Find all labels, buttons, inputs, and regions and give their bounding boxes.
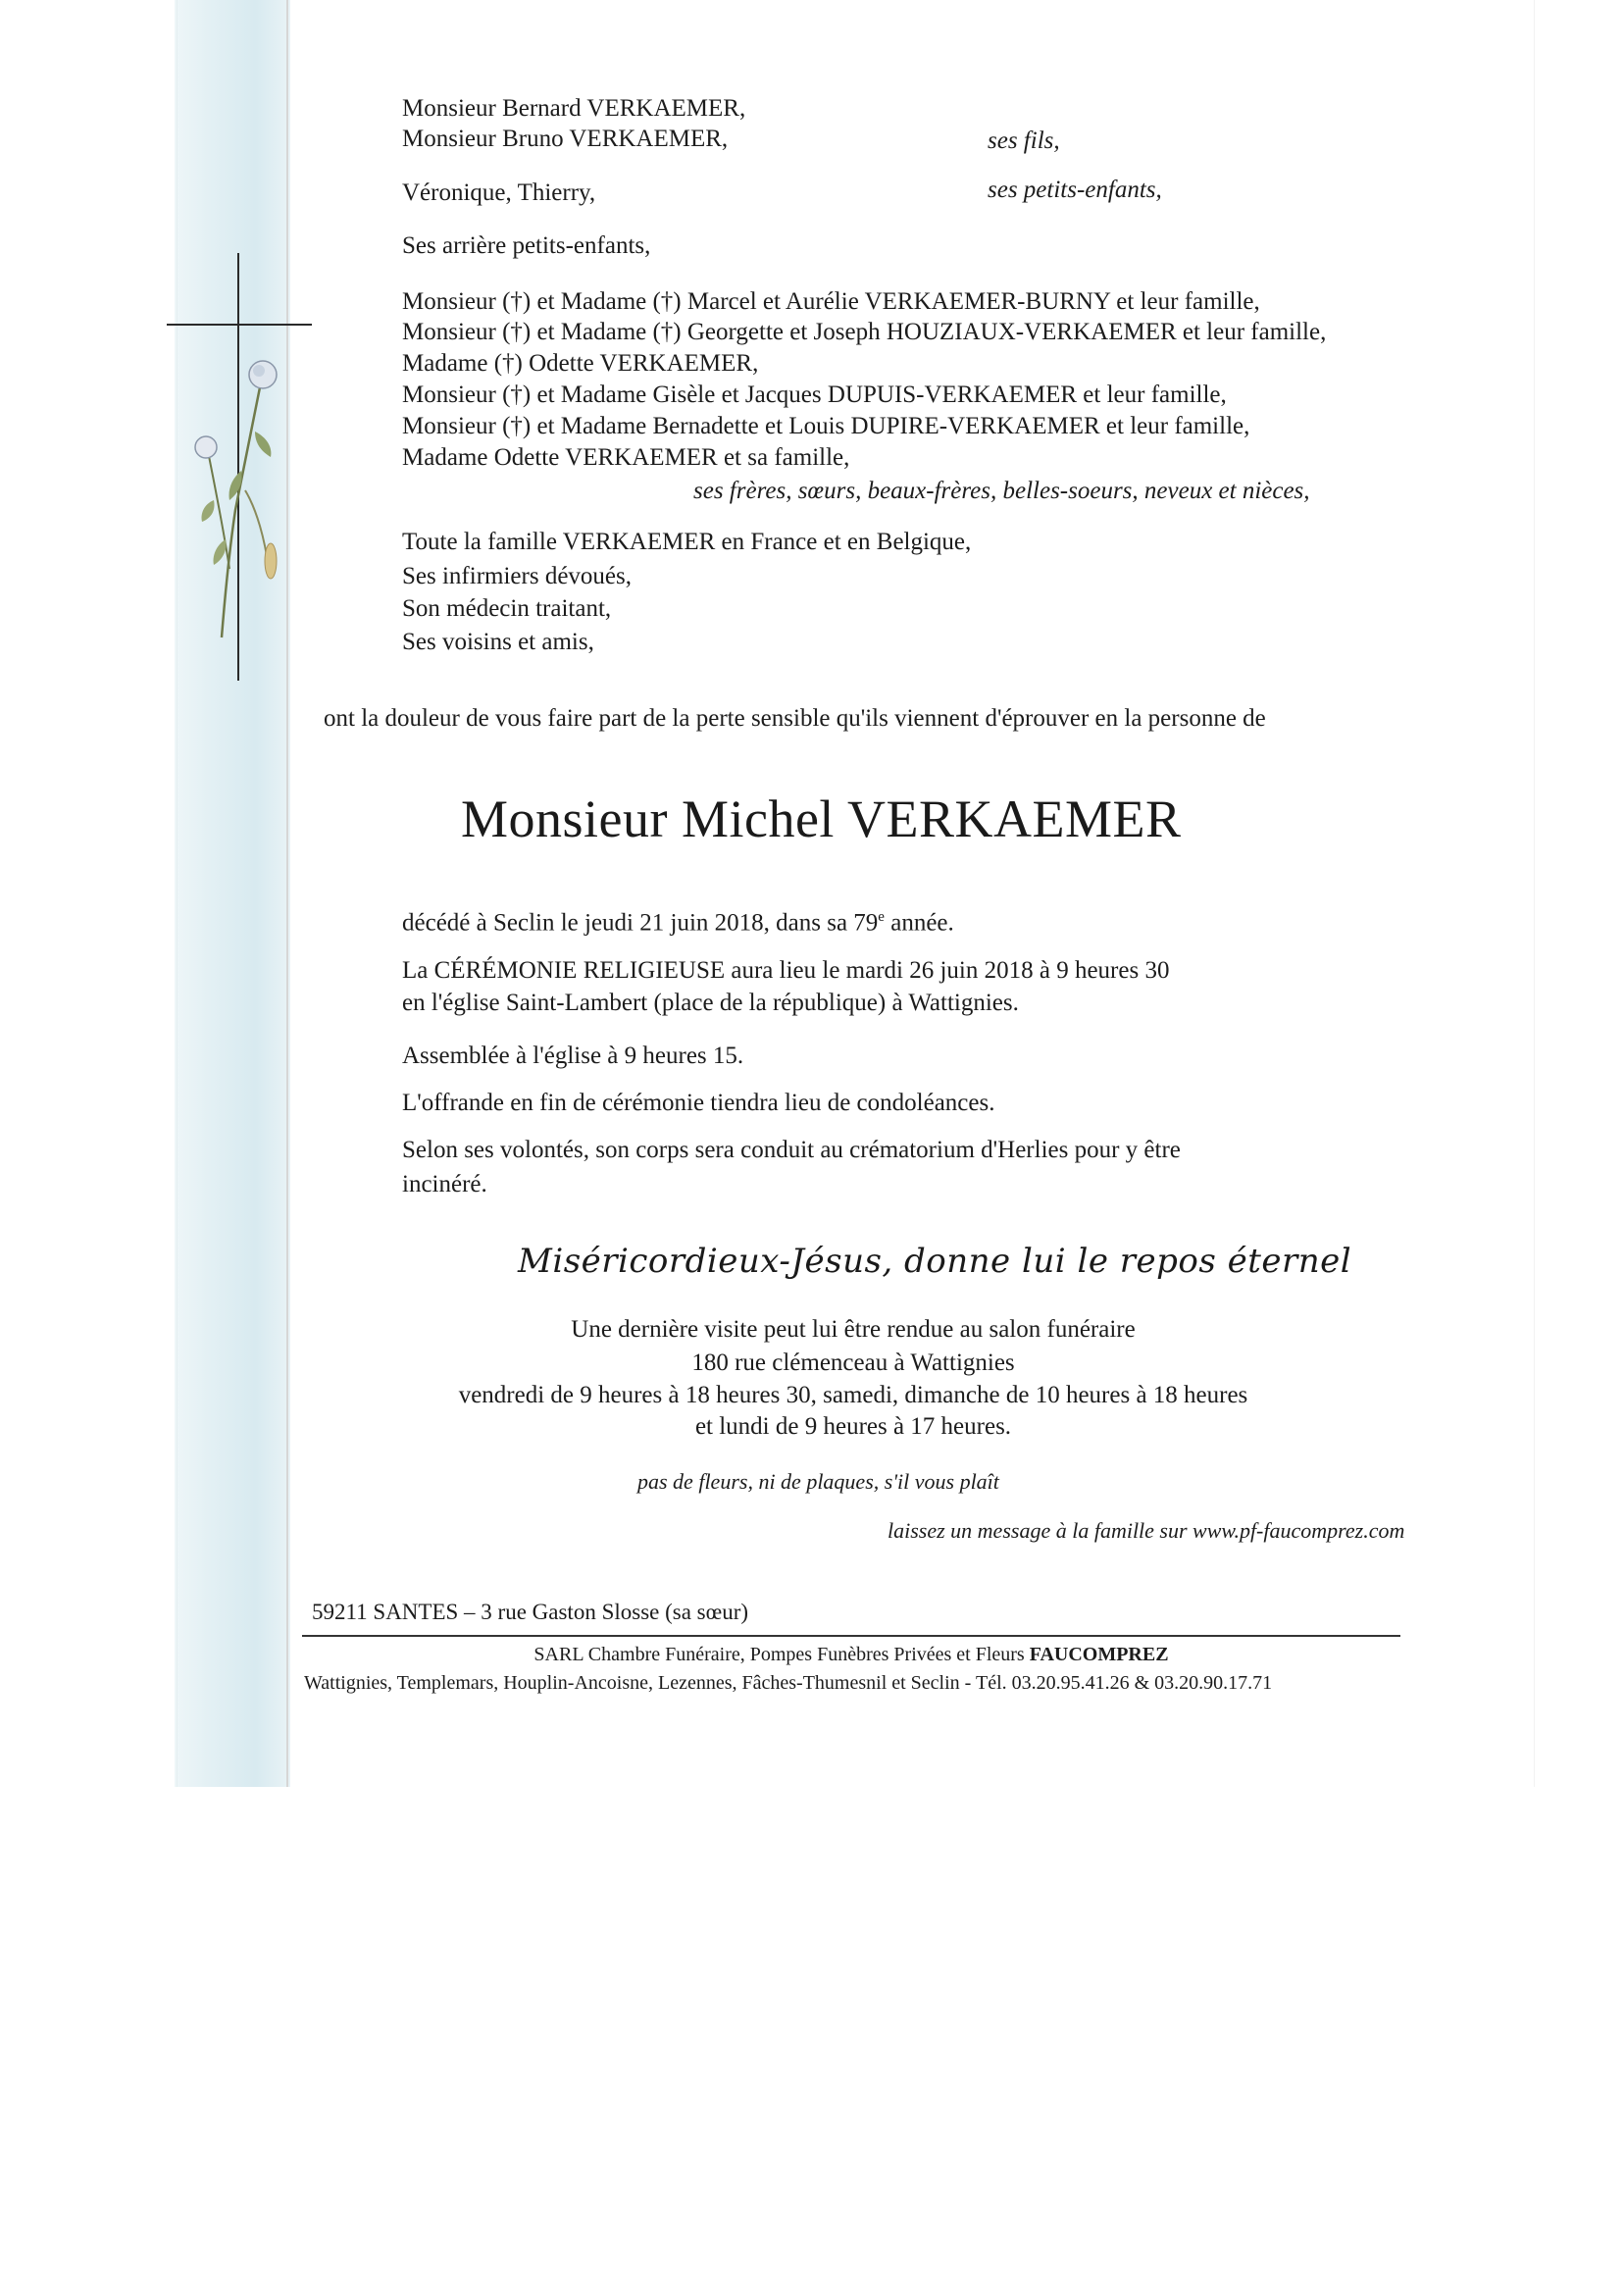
grandchildren-role: ses petits-enfants, [988,177,1162,203]
son-name-1: Monsieur Bernard VERKAEMER, [402,95,746,122]
son-name-2: Monsieur Bruno VERKAEMER, [402,126,729,152]
visit-line-1: Une dernière visite peut lui être rendue au salon funéraire [571,1316,1136,1343]
visit-line-2: 180 rue clémenceau à Wattignies [691,1349,1015,1376]
announcement-text: ont la douleur de vous faire part de la perte sensible qu'ils viennent d'éprouver en la personne de [324,705,1266,732]
ceremony-line-1: La CÉRÉMONIE RELIGIEUSE aura lieu le mardi 26 juin 2018 à 9 heures 30 [402,957,1170,984]
others-line: Ses infirmiers dévoués, [402,563,632,589]
others-line: Son médecin traitant, [402,595,612,622]
sibling-line: Madame Odette VERKAEMER et sa famille, [402,444,850,471]
wishes-line-2: incinéré. [402,1171,487,1197]
others-line: Ses voisins et amis, [402,629,594,655]
ceremony-line-2: en l'église Saint-Lambert (place de la république) à Wattignies. [402,990,1019,1016]
footer-divider [302,1635,1400,1637]
death-details [402,910,954,935]
sibling-line: Monsieur (†) et Madame (†) Georgette et Joseph HOUZIAUX-VERKAEMER et leur famille, [402,319,1327,345]
sons-role: ses fils, [988,127,1060,154]
grandchildren-names: Véronique, Thierry, [402,179,596,206]
death-superscript: e [878,909,885,925]
band-edge-line [177,0,178,1787]
family-address: 59211 SANTES – 3 rue Gaston Slosse (sa sœur) [312,1600,749,1624]
sibling-line: Monsieur (†) et Madame (†) Marcel et Aurélie VERKAEMER-BURNY et leur famille, [402,288,1260,315]
visit-line-4: et lundi de 9 heures à 17 heures. [694,1413,1012,1440]
offering-text: L'offrande en fin de cérémonie tiendra lieu de condoléances. [402,1090,995,1116]
wishes-line-1: Selon ses volontés, son corps sera conduit au crématorium d'Herlies pour y être [402,1137,1181,1163]
sibling-line: Madame (†) Odette VERKAEMER, [402,350,759,377]
footer-company [302,1645,1400,1664]
sibling-line: Monsieur (†) et Madame Bernadette et Louis DUPIRE-VERKAEMER et leur famille, [402,413,1250,439]
great-grandchildren: Ses arrière petits-enfants, [402,232,651,259]
visit-line-3: vendredi de 9 heures à 18 heures 30, samedi, dimanche de 10 heures à 18 heures [458,1382,1248,1408]
band-divider-line [286,0,288,1787]
decorative-side-band [175,0,290,1787]
prayer-text: Miséricordieux-Jésus, donne lui le repos éternel [518,1242,1352,1281]
sibling-line: Monsieur (†) et Madame Gisèle et Jacques DUPUIS-VERKAEMER et leur famille, [402,382,1227,408]
flower-illustration-icon [186,353,294,657]
footer-company-text: SARL Chambre Funéraire, Pompes Funèbres Privées et Fleurs [533,1644,1030,1665]
siblings-role: ses frères, sœurs, beaux-frères, belles-soeurs, neveux et nièces, [693,478,1310,504]
others-line: Toute la famille VERKAEMER en France et en Belgique, [402,529,972,555]
assembly-text: Assemblée à l'église à 9 heures 15. [402,1043,744,1069]
footer-locations: Wattignies, Templemars, Houplin-Ancoisne, Lezennes, Fâches-Thumesnil et Seclin - Tél. 03.20.95.41.26 & 03.20.90.17.71 [304,1672,1273,1694]
death-suffix: année. [884,909,954,937]
footer-brand: FAUCOMPREZ [1029,1644,1169,1665]
death-text: décédé à Seclin le jeudi 21 juin 2018, dans sa 79 [402,909,879,937]
deceased-name: Monsieur Michel VERKAEMER [461,789,1182,848]
no-flowers-note: pas de fleurs, ni de plaques, s'il vous plaît [637,1469,999,1494]
web-message: laissez un message à la famille sur www.pf-faucomprez.com [888,1518,1405,1543]
cross-bar [167,324,312,326]
